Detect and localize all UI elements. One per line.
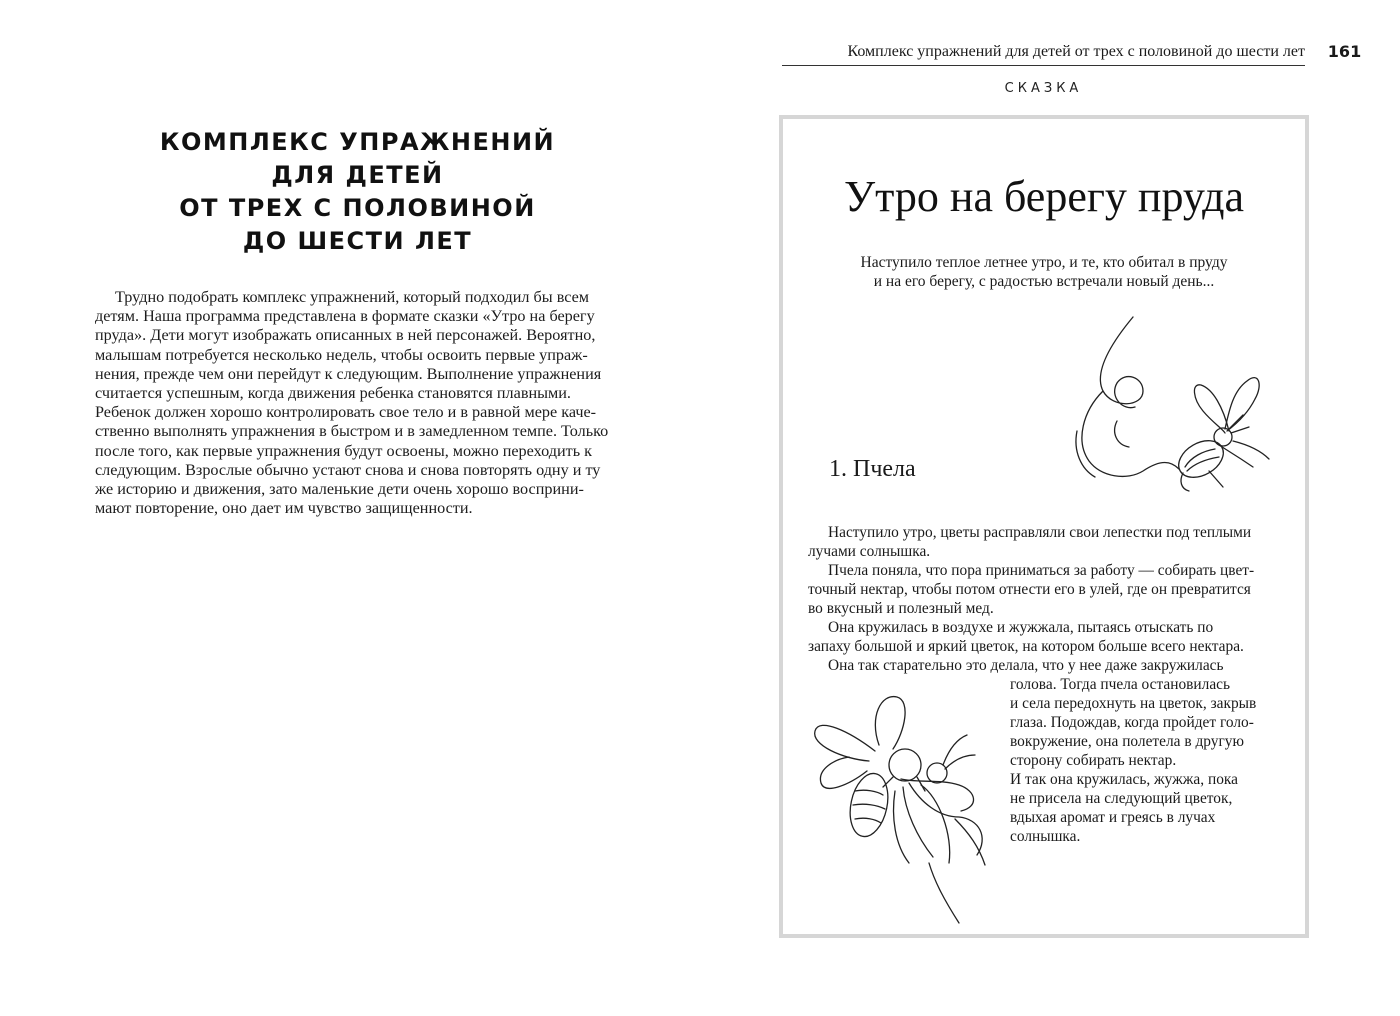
chapter-intro-paragraph [95,288,621,518]
chapter-title [120,126,595,258]
text-line: во вкусный и полезный мед. [808,600,994,617]
story-intro [783,253,1305,291]
section-heading: 1. Пчела [829,456,916,482]
text-line: же историю и движения, зато маленькие дети очень хорошо восприни- [95,480,584,499]
section-label: СКАЗКА [1004,81,1083,96]
text-line: лучами солнышка. [808,543,931,560]
text-line: ственно выполнять упражнения в быстром и в замедленном темпе. Только [95,422,609,441]
text-line: голова. Тогда пчела остановилась [1010,676,1230,693]
text-line: следующим. Взрослые обычно устают снова и снова повторять одну и ту [95,460,601,479]
text-line: вокружение, она полетела в другую [1010,733,1244,750]
text-line: Пчела поняла, что пора приниматься за работу — собирать цвет- [828,562,1255,579]
text-line: И так она кружилась, жужжа, пока [1010,771,1238,788]
text-line: считается успешным, когда движения ребенка становятся плавными. [95,384,571,403]
text-line: Наступило утро, цветы расправляли свои лепестки под теплыми [828,524,1252,541]
header-rule [782,65,1305,66]
text-line: вдыхая аромат и греясь в лучах [1010,809,1216,826]
story-frame [779,115,1309,938]
text-line: Она кружилась в воздухе и жужжала, пытаясь отыскать по [828,619,1214,636]
intro-line: Наступило теплое летнее утро, и те, кто обитал в пруду [860,254,1228,271]
bee-flight-illustration [1073,311,1283,511]
text-line: Ребенок должен хорошо контролировать свое тело и в равной мере каче- [95,403,597,422]
text-line: не присела на следующий цветок, [1010,790,1233,807]
running-head: Комплекс упражнений для детей от трех с половиной до шести лет [847,43,1305,60]
story-body [808,523,1288,846]
text-line: сторону собирать нектар. [1010,752,1177,769]
story-title: Утро на берегу пруда [843,172,1245,221]
chapter-title-line: ДО ШЕСТИ ЛЕТ [242,227,473,255]
chapter-title-line: ДЛЯ ДЕТЕЙ [271,161,444,189]
text-line: солнышка. [1010,828,1081,845]
text-line: детям. Наша программа представлена в формате сказки «Утро на берегу [95,307,595,326]
text-line: точный нектар, чтобы потом отнести его в улей, где он превратится [808,581,1251,598]
text-line: нения, прежде чем они перейдут к следующим. Выполнение упражнения [95,364,602,383]
text-line: пруда». Дети могут изображать описанных в ней персонажей. Вероятно, [95,326,596,345]
chapter-title-line: КОМПЛЕКС УПРАЖНЕНИЙ [159,128,556,156]
text-line: запаху большой и яркий цветок, на котором больше всего нектара. [808,638,1244,655]
text-line: Трудно подобрать комплекс упражнений, который подходил бы всем [115,288,590,306]
text-line: малышам потребуется несколько недель, чтобы освоить первые упраж- [95,345,588,364]
text-line: мают повторение, оно дает им чувство защищенности. [95,499,473,518]
text-line: и села передохнуть на цветок, закрыв [1010,695,1257,712]
text-line: глаза. Подождав, когда пройдет голо- [1010,714,1254,731]
intro-line: и на его берегу, с радостью встречали новый день... [873,273,1215,290]
text-line: после того, как первые упражнения будут освоены, можно переходить к [95,441,592,460]
text-line: Она так старательно это делала, что у нее даже закружилась [828,657,1224,674]
chapter-title-line: ОТ ТРЕХ С ПОЛОВИНОЙ [179,194,536,222]
page-number: 161 [1327,42,1362,61]
